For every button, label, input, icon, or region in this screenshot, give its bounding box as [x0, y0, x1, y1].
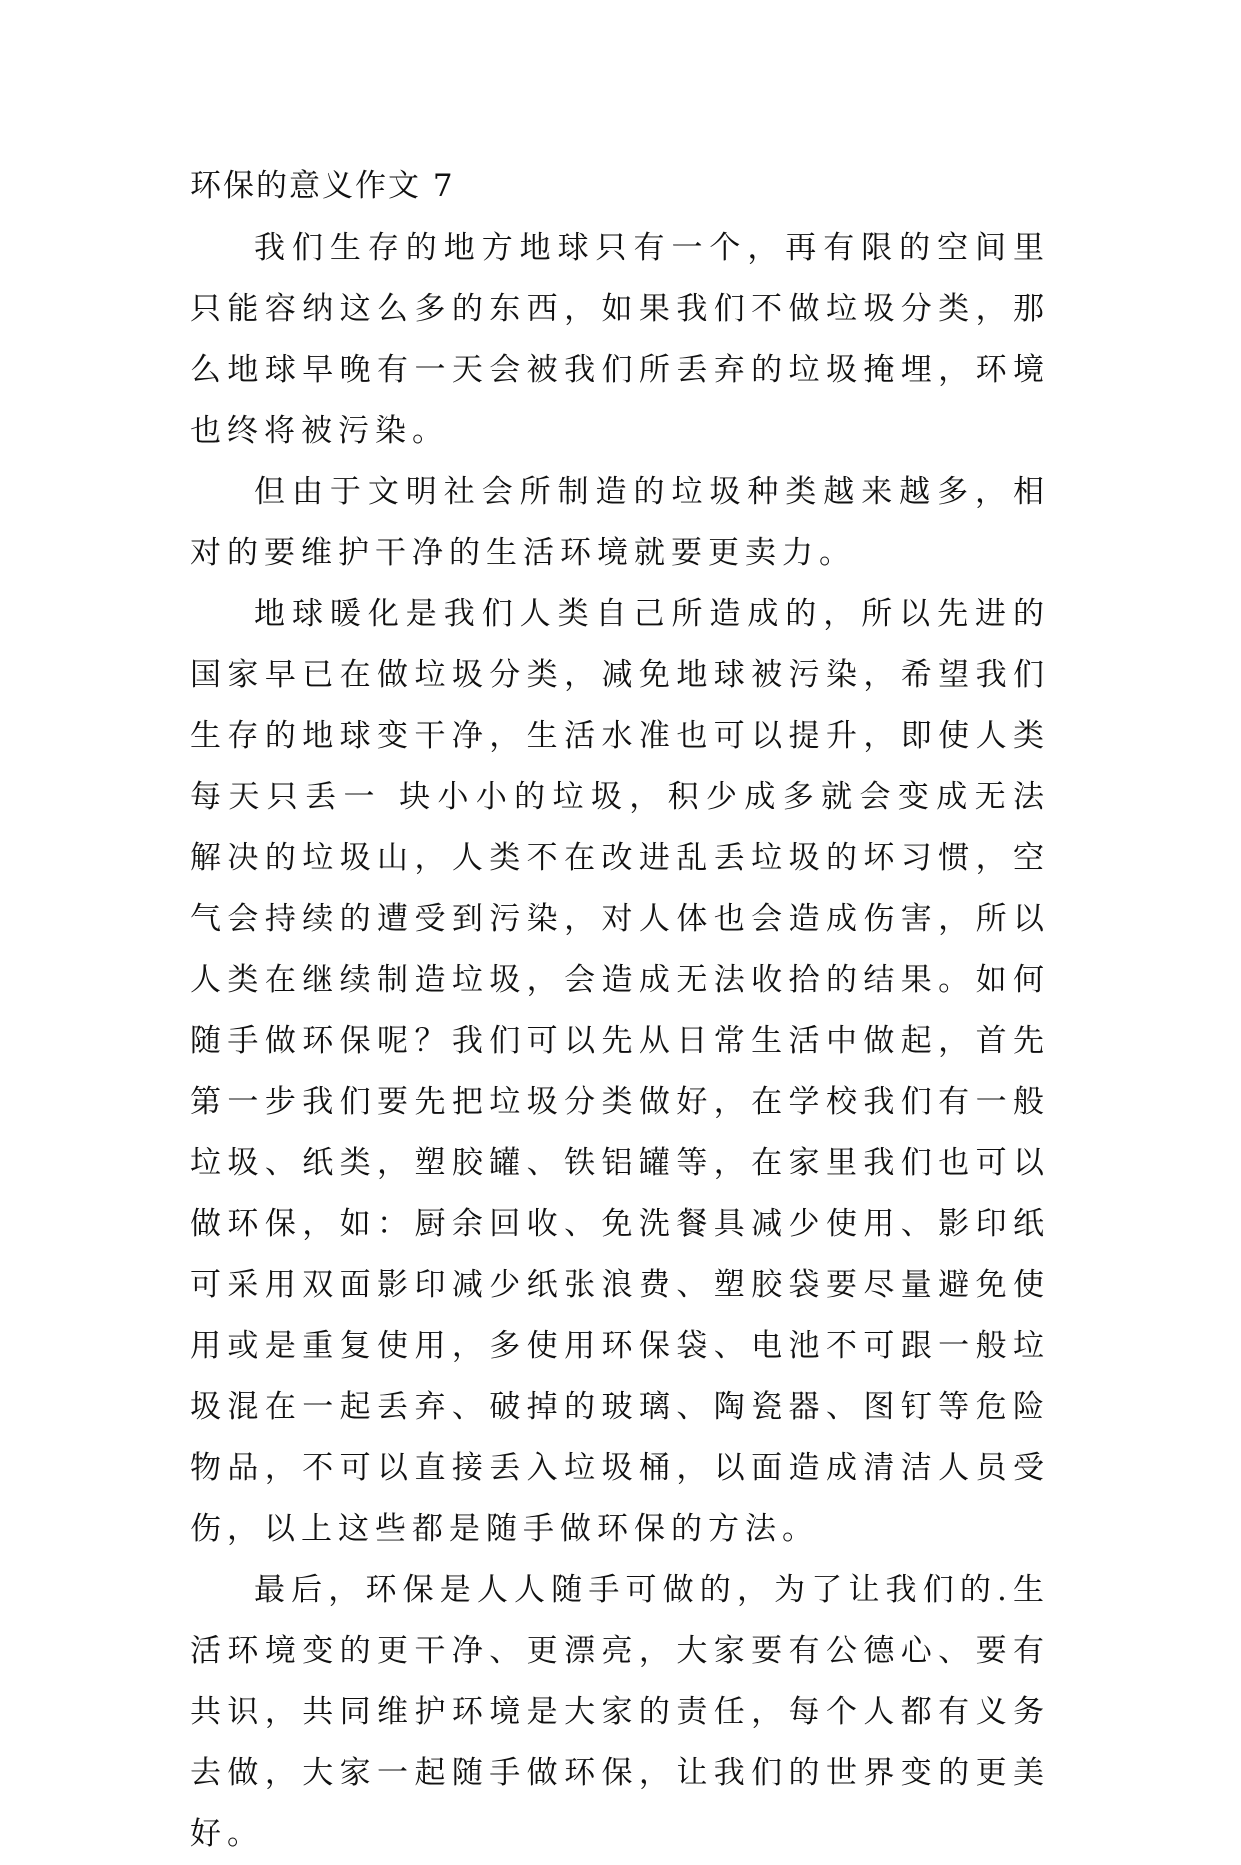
paragraph-1: 我们生存的地方地球只有一个，再有限的空间里只能容纳这么多的东西，如果我们不做垃圾分类，那么地球早晚有一天会被我们所丢弃的垃圾掩埋，环境也终将被污染。	[190, 230, 1050, 449]
document-title: 环保的意义作文 7	[190, 168, 455, 204]
paragraph-2: 但由于文明社会所制造的垃圾种类越来越多，相对的要维护干净的生活环境就要更卖力。	[190, 474, 1050, 571]
paragraph-3: 地球暖化是我们人类自己所造成的，所以先进的国家早已在做垃圾分类，减免地球被污染，希望我们生存的地球变干净，生活水准也可以提升，即使人类每天只丢一 块小小的垃圾，积少成多就会变成无法解决的垃圾山，人类不在改进乱丢垃圾的坏习惯，空气会持续的遭受到污染，对人体也会造成伤害，所以人类在继续制造垃圾，会造成无法收拾的结果。如何随手做环保呢？我们可以先从日常生活中做起，首先第一步我们要先把垃圾分类做好，在学校我们有一般垃圾、纸类，塑胶罐、铁铝罐等，在家里我们也可以做环保，如：厨余回收、免洗餐具减少使用、影印纸可采用双面影印减少纸张浪费、塑胶袋要尽量避免使用或是重复使用，多使用环保袋、电池不可跟一般垃圾混在一起丢弃、破掉的玻璃、陶瓷器、图钉等危险物品，不可以直接丢入垃圾桶，以面造成清洁人员受伤，以上这些都是随手做环保的方法。	[190, 596, 1050, 1547]
document-body	[190, 160, 1050, 1865]
paragraph-4: 最后，环保是人人随手可做的，为了让我们的.生活环境变的更干净、更漂亮，大家要有公德心、要有共识，共同维护环境是大家的责任，每个人都有义务去做，大家一起随手做环保，让我们的世界变的更美好。	[190, 1572, 1050, 1852]
